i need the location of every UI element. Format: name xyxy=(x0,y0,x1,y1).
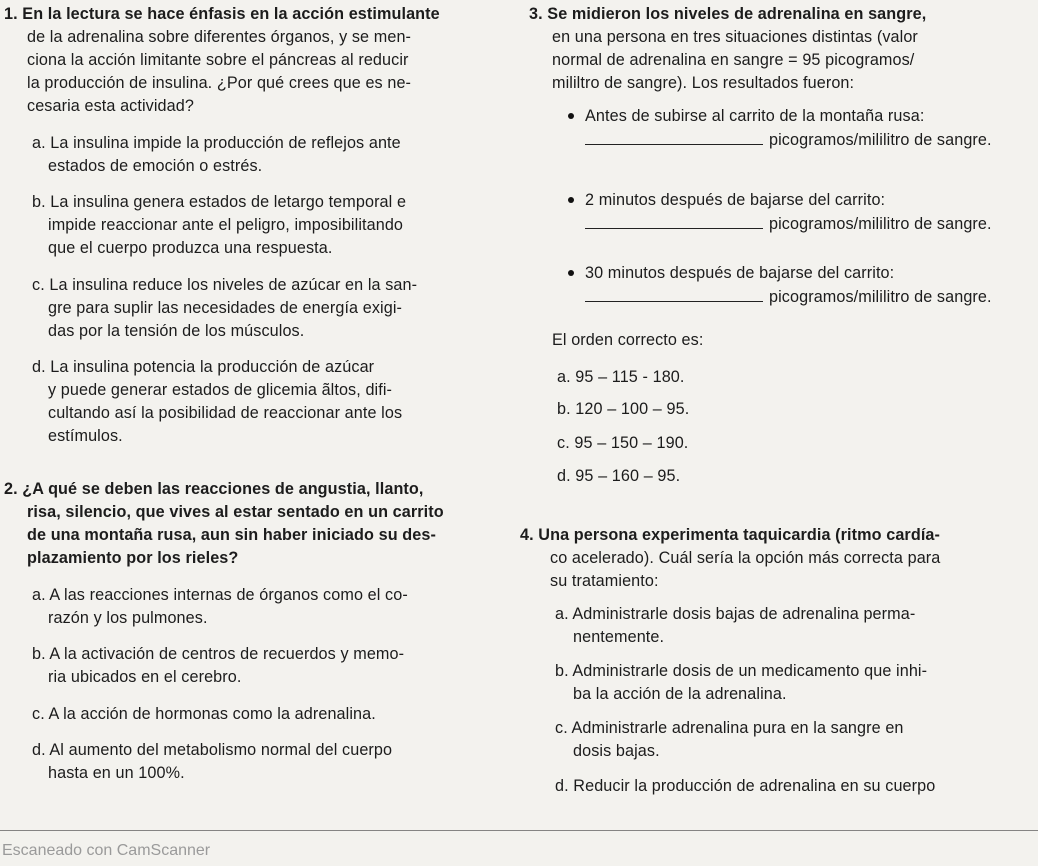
q1-option-c-line-1: c. La insulina reduce los niveles de azúcar en la san- xyxy=(32,276,418,294)
answer-blank[interactable] xyxy=(585,214,763,229)
q1-option-a-line-2: estados de emoción o estrés. xyxy=(48,157,263,175)
q4-line-2: co acelerado). Cuál sería la opción más correcta para xyxy=(550,549,941,567)
q2-option-d-line-1: d. Al aumento del metabolismo normal del cuerpo xyxy=(32,741,393,759)
q2-option-c-line-1: c. A la acción de hormonas como la adrenalina. xyxy=(32,705,376,723)
q3-line-2: en una persona en tres situaciones distintas (valor xyxy=(552,28,918,46)
q3-order-label: El orden correcto es: xyxy=(552,331,704,349)
q2-line-3: de una montaña rusa, aun sin haber iniciado su des- xyxy=(27,526,436,544)
q4-option-d-line-1: d. Reducir la producción de adrenalina en su cuerpo xyxy=(555,777,936,795)
q1-option-b-line-1: b. La insulina genera estados de letargo temporal e xyxy=(32,193,407,211)
q1-line-5: cesaria esta actividad? xyxy=(27,97,194,115)
q4-option-c-line-1: c. Administrarle adrenalina pura en la sangre en xyxy=(555,719,904,737)
q3-option-d: d. 95 – 160 – 95. xyxy=(557,467,681,485)
q4-line-1: 4. Una persona experimenta taquicardia (ritmo cardía- xyxy=(520,526,941,544)
q2-option-a-line-1: a. A las reacciones internas de órganos como el co- xyxy=(32,586,408,604)
q3-option-b: b. 120 – 100 – 95. xyxy=(557,400,690,418)
q2-option-b-line-1: b. A la activación de centros de recuerdos y memo- xyxy=(32,645,405,663)
q3-option-a: a. 95 – 115 - 180. xyxy=(557,368,685,386)
bullet-icon xyxy=(568,197,574,203)
q3-bullet-1-unit: picogramos/mililitro de sangre. xyxy=(769,131,992,149)
q4-option-b-line-2: ba la acción de la adrenalina. xyxy=(573,685,787,703)
q3-bullet-2-unit: picogramos/mililitro de sangre. xyxy=(769,215,992,233)
scanner-watermark: Escaneado con CamScanner xyxy=(2,842,211,859)
q4-option-a-line-1: a. Administrarle dosis bajas de adrenalina perma- xyxy=(555,605,916,623)
q2-line-2: risa, silencio, que vives al estar sentado en un carrito xyxy=(27,503,444,521)
q3-bullet-2-label: 2 minutos después de bajarse del carrito: xyxy=(585,191,886,209)
answer-blank[interactable] xyxy=(585,130,763,145)
q1-option-d-line-2: y puede generar estados de glicemia ãltos, difi- xyxy=(48,381,393,399)
divider xyxy=(0,830,1038,831)
q1-option-d-line-4: estímulos. xyxy=(48,427,123,445)
q3-bullet-3-answer xyxy=(585,287,992,307)
q1-option-a-line-1: a. La insulina impide la producción de reflejos ante xyxy=(32,134,401,152)
bullet-icon xyxy=(568,270,574,276)
q3-line-3: normal de adrenalina en sangre = 95 picogramos/ xyxy=(552,51,915,69)
q1-option-d-line-1: d. La insulina potencia la producción de azúcar xyxy=(32,358,375,376)
q1-option-c-line-2: gre para suplir las necesidades de energía exigi- xyxy=(48,299,403,317)
q1-line-3: ciona la acción limitante sobre el páncreas al reducir xyxy=(27,51,409,69)
q4-option-b-line-1: b. Administrarle dosis de un medicamento que inhi- xyxy=(555,662,928,680)
bullet-icon xyxy=(568,113,574,119)
q3-bullet-3-label: 30 minutos después de bajarse del carrito: xyxy=(585,264,895,282)
answer-blank[interactable] xyxy=(585,287,763,302)
q3-bullet-3-unit: picogramos/mililitro de sangre. xyxy=(769,288,992,306)
q3-option-c: c. 95 – 150 – 190. xyxy=(557,434,689,452)
q1-option-d-line-3: cultando así la posibilidad de reaccionar ante los xyxy=(48,404,403,422)
q3-line-1: 3. Se midieron los niveles de adrenalina en sangre, xyxy=(529,5,927,23)
q1-option-c-line-3: das por la tensión de los músculos. xyxy=(48,322,305,340)
q2-option-b-line-2: ria ubicados en el cerebro. xyxy=(48,668,242,686)
q3-bullet-1-label: Antes de subirse al carrito de la montaña rusa: xyxy=(585,107,925,125)
q1-line-2: de la adrenalina sobre diferentes órganos, y se men- xyxy=(27,28,412,46)
q1-option-b-line-3: que el cuerpo produzca una respuesta. xyxy=(48,239,333,257)
q4-option-a-line-2: nentemente. xyxy=(573,628,665,646)
q1-line-4: la producción de insulina. ¿Por qué crees que es ne- xyxy=(27,74,412,92)
q3-bullet-1-answer xyxy=(585,130,992,150)
q1-line-1: 1. En la lectura se hace énfasis en la acción estimulante xyxy=(4,5,440,23)
q3-line-4: mililtro de sangre). Los resultados fueron: xyxy=(552,74,855,92)
q4-option-c-line-2: dosis bajas. xyxy=(573,742,660,760)
q2-line-1: 2. ¿A qué se deben las reacciones de angustia, llanto, xyxy=(4,480,424,498)
q4-line-3: su tratamiento: xyxy=(550,572,659,590)
q2-line-4: plazamiento por los rieles? xyxy=(27,549,239,567)
q2-option-a-line-2: razón y los pulmones. xyxy=(48,609,208,627)
q3-bullet-2-answer xyxy=(585,214,992,234)
q1-option-b-line-2: impide reaccionar ante el peligro, imposibilitando xyxy=(48,216,404,234)
q2-option-d-line-2: hasta en un 100%. xyxy=(48,764,185,782)
